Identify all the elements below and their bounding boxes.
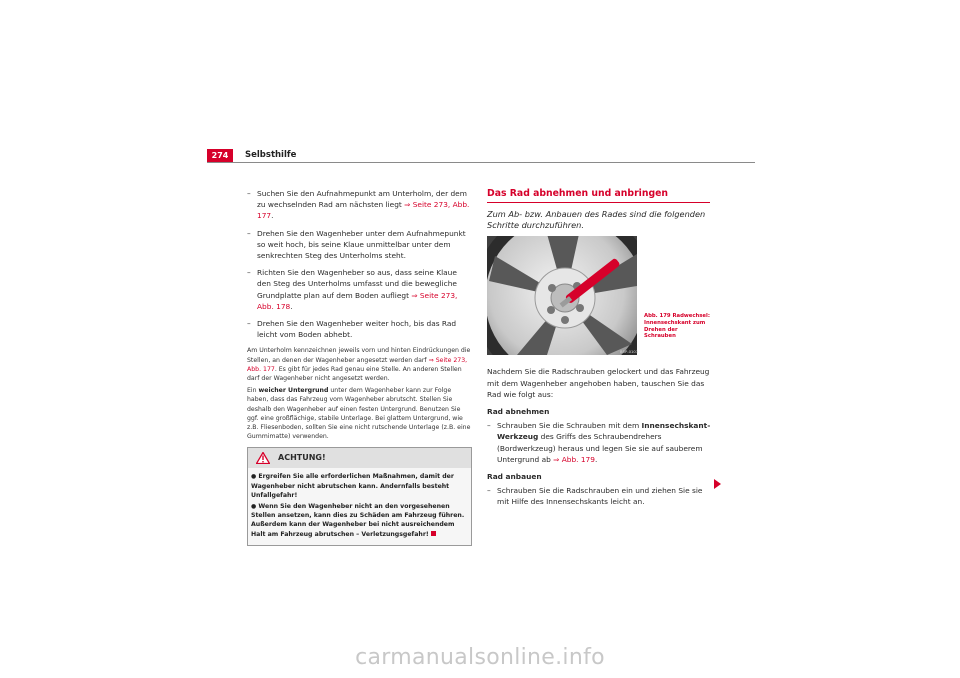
paragraph: Nachdem Sie die Radschrauben gelockert und das Fahrzeug mit dem Wagenheber angehoben haben, tauschen Sie das Rad wie folgt aus:	[487, 367, 710, 399]
step-emphasis: Innensechskant-Werkzeug	[497, 421, 711, 442]
note-soft-ground	[247, 386, 472, 441]
cross-reference-link[interactable]: ⇒ Seite 273, Abb. 177	[257, 200, 470, 221]
subhead-mount-wheel: Rad anbauen	[487, 472, 542, 482]
page-number: 274	[207, 149, 233, 162]
wheel-illustration	[487, 236, 637, 355]
step-text: Richten Sie den Wagenheber so aus, dass seine Klaue den Steg des Unterholms umfasst und die bewegliche Grundplatte plan auf dem Boden aufliegt	[257, 268, 457, 300]
step-1	[247, 188, 472, 222]
warning-body	[248, 468, 471, 544]
note-jack-points	[247, 346, 472, 383]
header-divider	[207, 162, 755, 163]
note-text: unter dem Wagenheber kann zur Folge haben, dass das Fahrzeug vom Wagenheber abrutscht. Stellen Sie deshalb den Wagenheber auf einen festen Untergrund. Benutzen Sie ggf. eine großflächige, stabile Unterlage. Bei glattem Untergrund, wie z.B. Fliesenboden, sollten Sie eine nicht rutschende Unterlage (z.B. eine Gummimatte) verwenden.	[247, 387, 471, 441]
step-2	[247, 228, 472, 262]
step-text: Drehen Sie den Wagenheber unter dem Aufnahmepunkt so weit hoch, bis seine Klaue unmittelbar unter dem senkrechten Steg des Unterholms steht.	[257, 228, 466, 261]
figure-caption	[644, 313, 710, 339]
subhead-remove-wheel: Rad abnehmen	[487, 407, 550, 417]
warning-header	[248, 448, 471, 468]
step-text: Schrauben Sie die Schrauben mit dem	[497, 421, 642, 431]
step-text-end: .	[594, 454, 598, 464]
figure-179	[487, 236, 712, 357]
warning-triangle-icon	[256, 452, 270, 464]
step-text-end: .	[290, 301, 293, 311]
step-dash: –	[487, 486, 491, 496]
step-text: Drehen Sie den Wagenheber weiter hoch, bis das Rad leicht vom Boden abhebt.	[257, 319, 457, 340]
warning-box	[247, 447, 472, 545]
section-title: Selbsthilfe	[245, 150, 297, 160]
bullet-icon: ●	[251, 473, 257, 481]
step-3	[247, 267, 472, 312]
step-dash: –	[247, 189, 251, 198]
caption-line: Abb. 179 Radwechsel:	[644, 313, 710, 320]
section-end-marker-icon	[431, 531, 436, 536]
cross-reference-link[interactable]: ⇒ Seite 273, Abb. 177	[247, 356, 468, 373]
wheel-photo	[487, 236, 637, 355]
step-text: Suchen Sie den Aufnahmepunkt am Unterholm, der dem zu wechselnden Rad am nächsten liegt	[257, 189, 467, 210]
figure-code: B5P-0103	[620, 349, 639, 355]
note-text: . Es gibt für jedes Rad genau eine Stelle. An anderen Stellen darf der Wagenheber nicht angesetzt werden.	[247, 365, 462, 383]
step-remove	[487, 420, 712, 465]
subsection-intro: Zum Ab- bzw. Anbauen des Rades sind die folgenden Schritte durchzuführen.	[487, 209, 706, 231]
warning-item	[251, 472, 468, 500]
warning-title: ACHTUNG!	[278, 453, 326, 463]
caption-line: Innensechskant zum	[644, 320, 706, 326]
step-text: des Griffs des Schraubendrehers (Bordwerkzeug) heraus und legen Sie sie auf sauberem Untergrund ab	[497, 432, 703, 464]
step-text: Schrauben Sie die Radschrauben ein und ziehen Sie sie mit Hilfe des Innensechskants leicht an.	[497, 486, 703, 507]
subsection-divider	[487, 202, 710, 203]
step-dash: –	[247, 228, 251, 238]
continue-arrow-icon	[714, 479, 721, 489]
step-mount	[487, 485, 712, 507]
right-column	[487, 188, 712, 514]
warning-text: Wenn Sie den Wagenheber nicht an den vorgesehenen Stellen ansetzen, kann dies zu Schäden am Fahrzeug führen. Außerdem kann der Wagenheber bei nicht ausreichendem Halt am Fahrzeug abrutschen – Verletzungsgefahr!	[251, 503, 465, 538]
page-header	[207, 149, 755, 163]
step-dash: –	[247, 319, 251, 329]
subsection-title: Das Rad abnehmen und anbringen	[487, 188, 669, 199]
note-emphasis: weicher Untergrund	[258, 387, 329, 395]
step-dash: –	[487, 421, 491, 431]
warning-item	[251, 502, 468, 539]
step-dash: –	[247, 268, 251, 278]
caption-line: Drehen der Schrauben	[644, 326, 678, 340]
left-column	[247, 188, 472, 546]
note-text: Ein	[247, 387, 259, 395]
cross-reference-link[interactable]: ⇒ Seite 273, Abb. 178	[257, 290, 458, 311]
warning-text: Ergreifen Sie alle erforderlichen Maßnahmen, damit der Wagenheber nicht abrutschen kann. Andernfalls besteht Unfallgefahr!	[251, 473, 454, 499]
watermark: carmanualsonline.info	[355, 645, 605, 670]
cross-reference-link[interactable]: ⇒ Abb. 179	[553, 454, 595, 464]
step-text-end: .	[271, 211, 274, 221]
note-text: Am Unterholm kennzeichnen jeweils vorn und hinten Eindrückungen die Stellen, an denen der Wagenheber angesetzt werden darf	[247, 347, 471, 364]
bullet-icon: ●	[251, 503, 257, 511]
step-4	[247, 318, 472, 340]
